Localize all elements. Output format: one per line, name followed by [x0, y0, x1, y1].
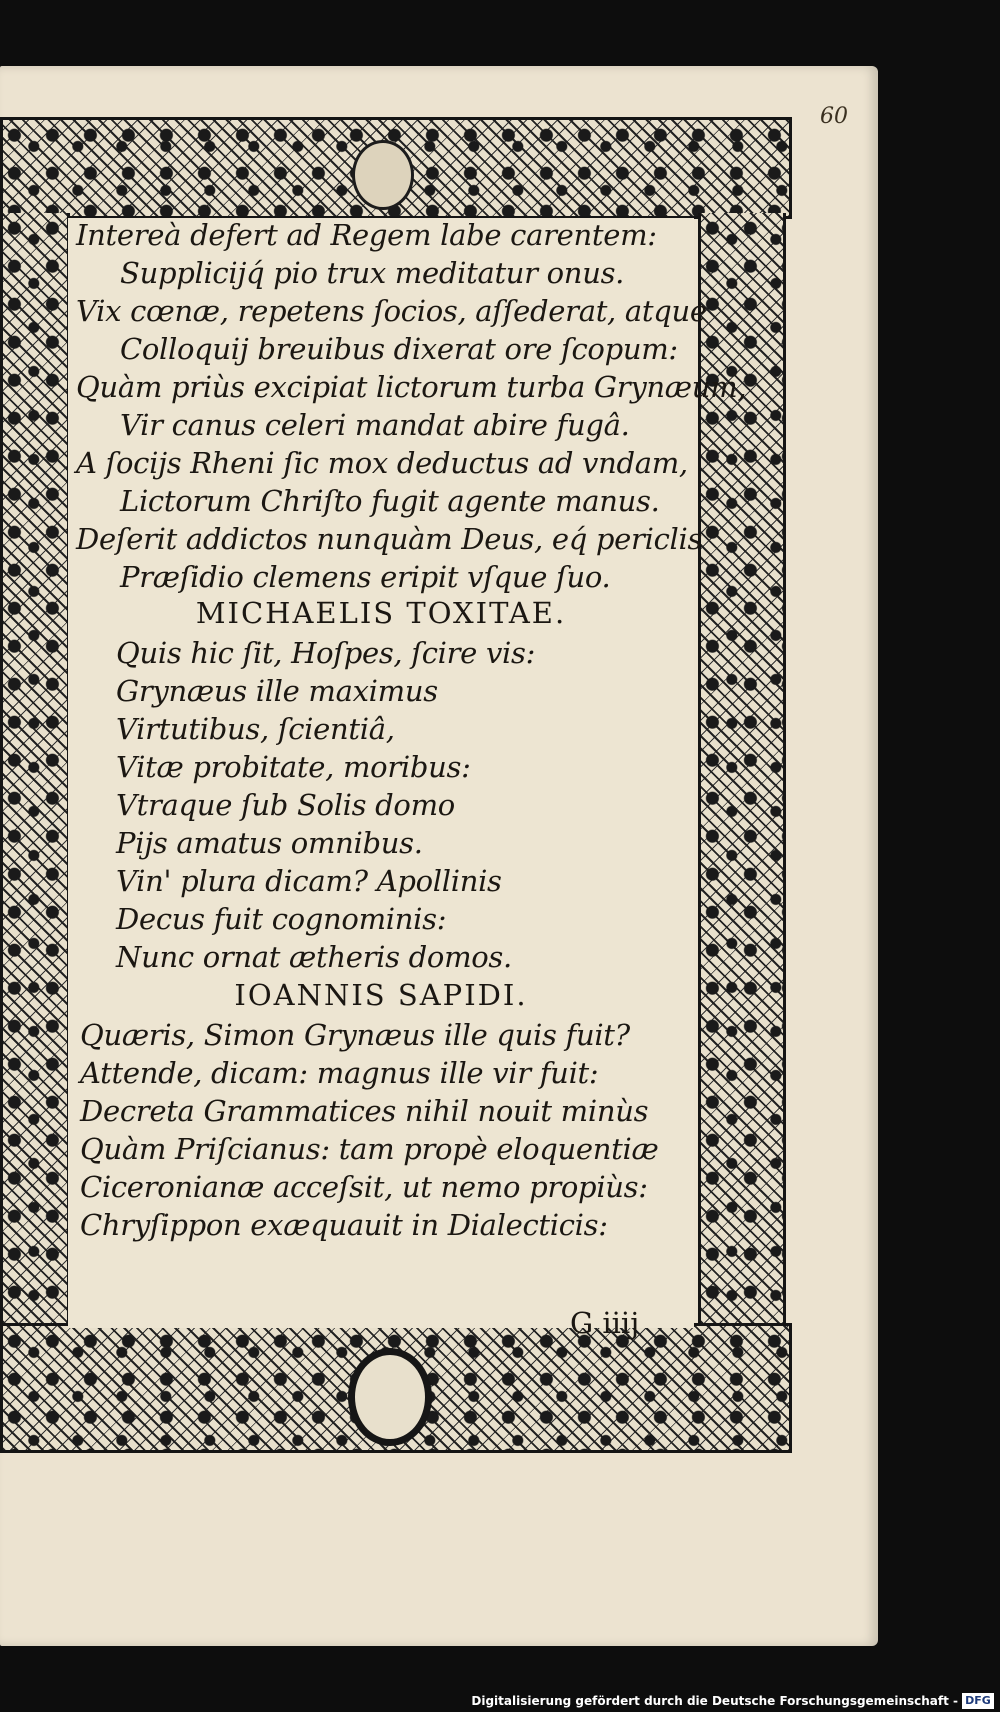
- verse-line: Deſerit addictos nunquàm Deus, eq́ periclis: [76, 522, 703, 556]
- verse-line: Vtraque ſub Solis domo: [116, 788, 455, 822]
- verse-line: Pijs amatus omnibus.: [116, 826, 423, 860]
- verse-line: Vir canus celeri mandat abire fugâ.: [120, 408, 630, 442]
- verse-line: Ciceronianæ acceſsit, ut nemo propiùs:: [80, 1170, 648, 1204]
- verse-line: Decus fuit cognominis:: [116, 902, 447, 936]
- section-heading: IOANNIS SAPIDI.: [234, 978, 528, 1012]
- verse-line: Vitæ probitate, moribus:: [116, 750, 471, 784]
- signature-mark: G iiij: [570, 1306, 640, 1340]
- verse-line: Attende, dicam: magnus ille vir fuit:: [80, 1056, 599, 1090]
- medallion-ornament: [348, 1348, 432, 1446]
- verse-line: Chryſippon exæquauit in Dialecticis:: [80, 1208, 608, 1242]
- verse-line: Vin' plura dicam? Apollinis: [116, 864, 502, 898]
- verse-line: Colloquij breuibus dixerat ore ſcopum:: [120, 332, 678, 366]
- verse-line: Virtutibus, ſcientiâ,: [116, 712, 395, 746]
- verse-line: Decreta Grammatices nihil nouit minùs: [80, 1094, 649, 1128]
- verse-line: A ſocijs Rheni ſic mox deductus ad vndam,: [76, 446, 688, 480]
- verse-line: Vix cœnæ, repetens ſocios, aſſederat, atque: [76, 294, 707, 328]
- verse-line: Quàm Priſcianus: tam propè eloquentiæ: [80, 1132, 659, 1166]
- text-block: [68, 218, 747, 1328]
- verse-line: Quis hic ſit, Hoſpes, ſcire vis:: [116, 636, 536, 670]
- ornamental-border-left: [0, 213, 70, 1323]
- folio-number: 60: [820, 104, 848, 129]
- verse-line: Quæris, Simon Grynæus ille quis fuit?: [80, 1018, 630, 1052]
- verse-line: Grynæus ille maximus: [116, 674, 438, 708]
- dfg-logo: DFG: [962, 1693, 994, 1709]
- digitization-credit: Digitalisierung gefördert durch die Deutsche Forschungsgemeinschaft -: [0, 1690, 1000, 1712]
- verse-line: Præſidio clemens eripit vſque ſuo.: [120, 560, 611, 594]
- verse-line: Lictorum Chriſto fugit agente manus.: [120, 484, 660, 518]
- verse-line: Intereà defert ad Regem labe carentem:: [76, 218, 657, 252]
- grotesque-mask-ornament: [352, 140, 414, 210]
- verse-line: Nunc ornat ætheris domos.: [116, 940, 512, 974]
- verse-line: Quàm priùs excipiat lictorum turba Grynæum,: [76, 370, 747, 404]
- verse-line: Supplicijq́ pio trux meditatur onus.: [120, 256, 625, 290]
- section-heading: MICHAELIS TOXITAE.: [195, 596, 567, 630]
